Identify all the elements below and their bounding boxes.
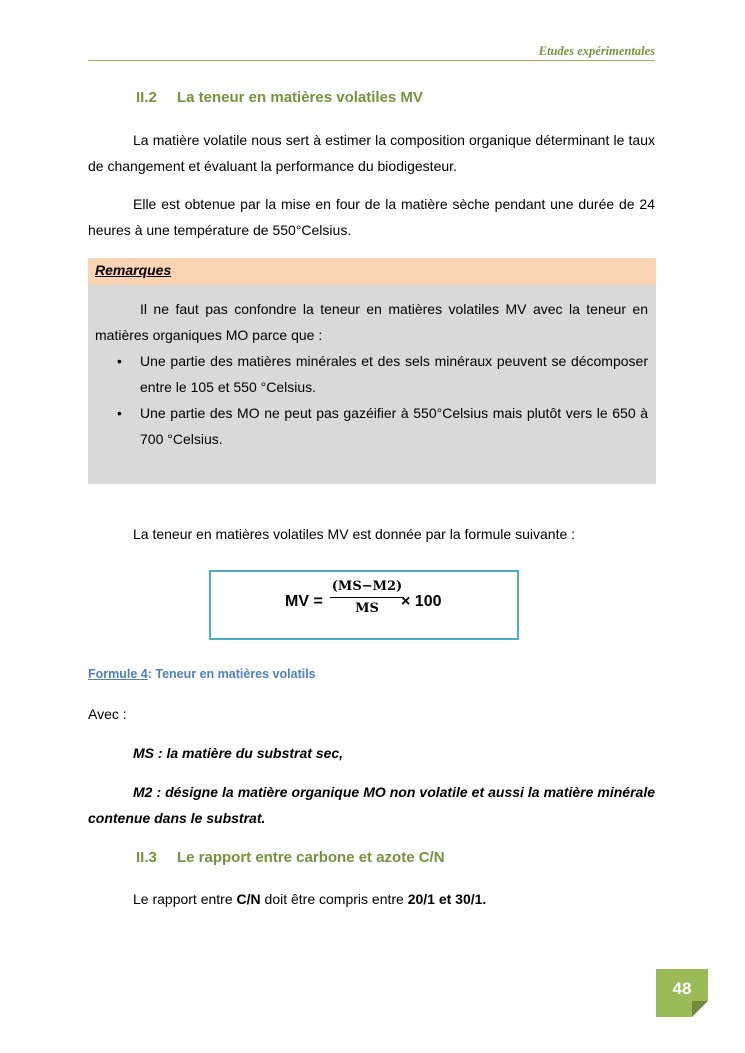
remarks-header	[88, 258, 656, 285]
formula-caption	[88, 667, 316, 681]
remarks-content	[95, 296, 648, 452]
cn-term: C/N	[236, 891, 261, 907]
paragraph-oven-method: Elle est obtenue par la mise en four de la matière sèche pendant une durée de 24 heures à une température de 550°Celsius.	[88, 196, 655, 238]
section-title: La teneur en matières volatiles MV	[177, 89, 423, 106]
bullet-icon: •	[117, 353, 122, 369]
section-number: II.3	[136, 849, 157, 866]
caption-text: : Teneur en matières volatils	[147, 667, 316, 681]
cn-range: 20/1 et 30/1.	[407, 891, 487, 907]
paragraph-volatile-matter: La matière volatile nous sert à estimer la composition organique déterminant le taux de changement et évaluant la performance du biodigesteur.	[88, 132, 655, 174]
section-title: Le rapport entre carbone et azote C/N	[177, 849, 445, 866]
remarks-intro: Il ne faut pas confondre la teneur en matières volatiles MV avec la teneur en matières organiques MO parce que :	[95, 301, 648, 343]
list-item: • Une partie des matières minérales et des sels minéraux peuvent se décomposer entre le 105 et 550 °Celsius.	[140, 348, 648, 400]
formula-fraction	[330, 579, 404, 616]
list-item: • Une partie des MO ne peut pas gazéifier à 550°Celsius mais plutôt vers le 650 à 700 °Celsius.	[140, 400, 648, 452]
page-number-badge	[656, 969, 708, 1017]
formula-box	[209, 570, 519, 640]
section-heading-2-3	[136, 849, 445, 866]
running-header: Etudes expérimentales	[538, 44, 655, 58]
formula-numerator: (MS−M2)	[330, 579, 404, 598]
formula-denominator: MS	[355, 601, 379, 616]
definition-m2: M2 : désigne la matière organique MO non volatile et aussi la matière minérale contenue dans le substrat.	[88, 784, 655, 826]
caption-label: Formule 4	[88, 667, 148, 681]
paragraph-cn-ratio: Le rapport entre C/N doit être compris entre 20/1 et 30/1.	[133, 891, 487, 907]
formula-lhs: MV =	[285, 593, 323, 610]
remarks-list	[95, 348, 648, 452]
section-number: II.2	[136, 89, 157, 106]
page-curl-icon	[692, 1001, 708, 1017]
paragraph-formula-intro: La teneur en matières volatiles MV est donnée par la formule suivante :	[133, 526, 576, 542]
definition-ms: MS : la matière du substrat sec,	[133, 745, 344, 761]
page-number: 48	[672, 979, 692, 998]
section-heading-2-2	[136, 89, 423, 106]
formula-rhs: × 100	[401, 593, 442, 610]
remarks-heading: Remarques	[95, 262, 172, 278]
avec-label: Avec :	[88, 706, 127, 722]
bullet-icon: •	[117, 405, 122, 421]
header-divider	[88, 60, 655, 61]
